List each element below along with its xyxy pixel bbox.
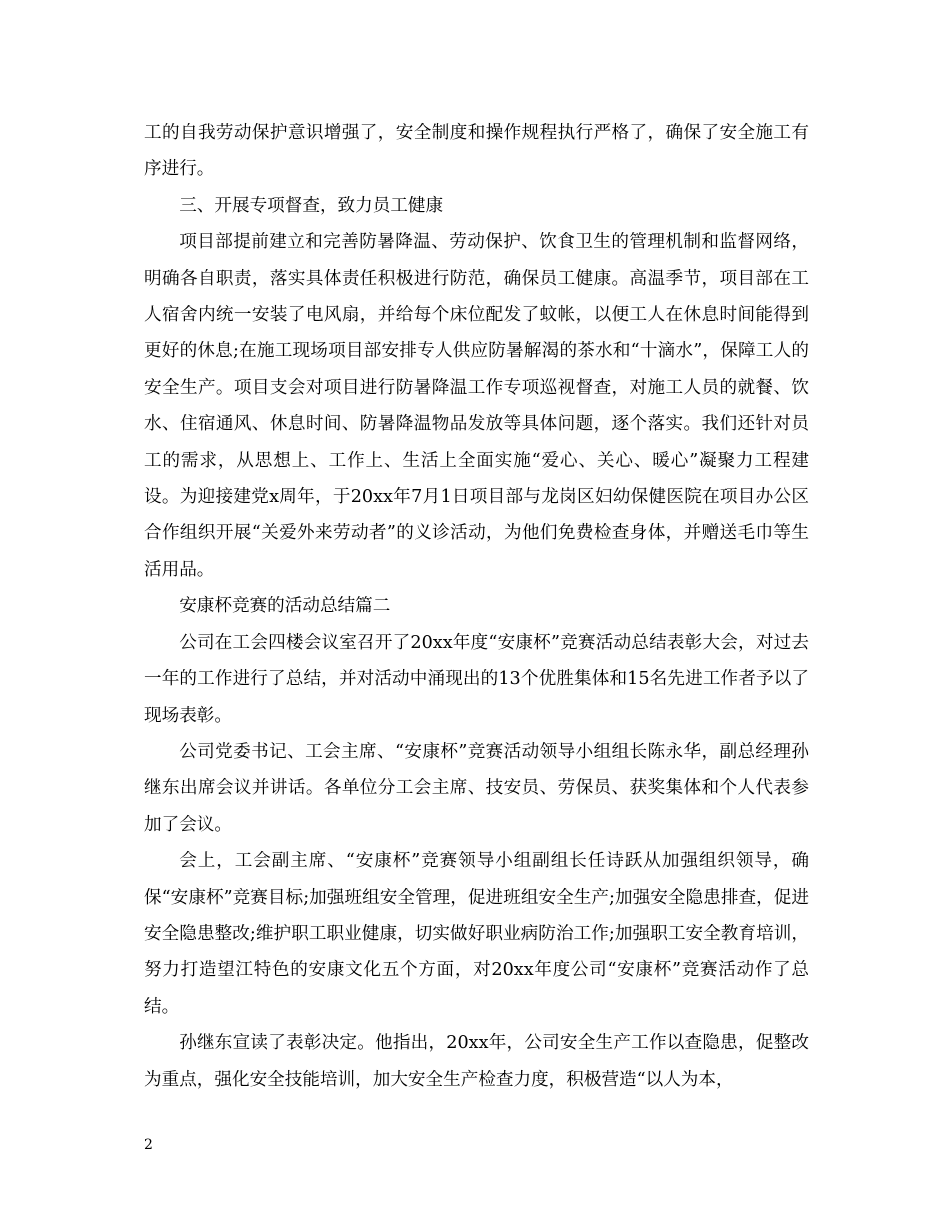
paragraph-attendees: 公司党委书记、工会主席、“安康杯”竞赛活动领导小组组长陈永华，副总经理孙继东出席会议并讲话。各单位分工会主席、技安员、劳保员、获奖集体和个人代表参加了会议。 [144,741,809,835]
paragraph-commendation: 孙继东宣读了表彰决定。他指出，20xx年，公司安全生产工作以查隐患，促整改为重点，强化安全技能培训，加大安全生产检查力度，积极营造“以人为本， [144,1033,809,1090]
paragraph-summary-meeting: 公司在工会四楼会议室召开了20xx年度“安康杯”竞赛活动总结表彰大会，对过去一年的工作进行了总结，并对活动中涌现出的13个优胜集体和15名先进工作者予以了现场表彰。 [144,632,809,726]
paragraph-meeting-summary: 会上，工会副主席、“安康杯”竞赛领导小组副组长任诗跃从加强组织领导，确保“安康杯”竞赛目标;加强班组安全管理，促进班组安全生产;加强安全隐患排查，促进安全隐患整改;维护职工职业健康，切实做好职业病防治工作;加强职工安全教育培训，努力打造望江特色的安康文化五个方面，对20xx年度公司“安康杯”竞赛活动作了总结。 [144,851,809,1017]
section-heading-three: 三、开展专项督查，致力员工健康 [179,195,444,216]
article-title-part-two: 安康杯竞赛的活动总结篇二 [179,596,391,617]
paragraph-health-measures: 项目部提前建立和完善防暑降温、劳动保护、饮食卫生的管理机制和监督网络，明确各自职责，落实具体责任积极进行防范，确保员工健康。高温季节，项目部在工人宿舍内统一安装了电风扇，并给每个床位配发了蚊帐，以便工人在休息时间能得到更好的休息;在施工现场项目部安排专人供应防暑解渴的茶水和“十滴水”，保障工人的安全生产。项目支会对项目进行防暑降温工作专项巡视督查，对施工人员的就餐、饮水、住宿通风、休息时间、防暑降温物品发放等具体问题，逐个落实。我们还针对员工的需求，从思想上、工作上、生活上全面实施“爱心、关心、暖心”凝聚力工程建设。为迎接建党x周年，于20xx年7月1日项目部与龙岗区妇幼保健医院在项目办公区合作组织开展“关爱外来劳动者”的义诊活动，为他们免费检查身体，并赠送毛巾等生活用品。 [144,232,809,580]
page-number: 2 [144,1137,153,1153]
document-body [144,115,809,1098]
paragraph-continued: 工的自我劳动保护意识增强了，安全制度和操作规程执行严格了，确保了安全施工有序进行。 [144,123,809,180]
